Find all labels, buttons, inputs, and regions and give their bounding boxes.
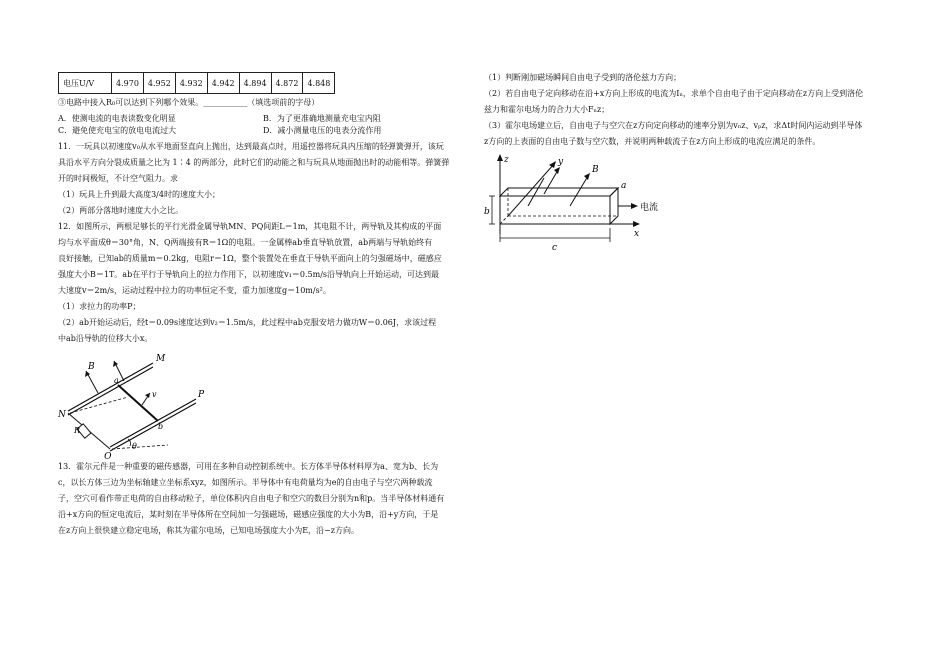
- problem-12-text-3: 良好接触，已知ab的质量m＝0.2kg，电阻r＝1Ω，整个装置处在垂直于导轨平面向上的匀强磁场中，磁感应: [58, 254, 442, 263]
- table-cell: 4.932: [175, 73, 207, 94]
- problem-11-question-2: （2）两部分落地时速度大小之比。: [58, 206, 184, 215]
- rail-diagram: [58, 349, 228, 459]
- label-B: B: [592, 165, 599, 175]
- problem-11-text-3: 开的时间极短，不计空气阻力。求: [58, 174, 178, 183]
- label-y: y: [558, 157, 564, 167]
- label-b: b: [484, 207, 490, 217]
- label-x: x: [634, 229, 640, 239]
- problem-13-text-3: 子，空穴可看作带正电荷的自由移动粒子，单位体积内自由电子和空穴的数目分别为n和p。当半导体材料通有: [58, 494, 445, 503]
- problem-12-question-2b: 中ab沿导轨的位移大小x。: [58, 334, 153, 343]
- problem-13-question-2b: 兹力和霍尔电场力的合力大小Fₙz；: [484, 105, 610, 114]
- label-N: N: [58, 410, 66, 420]
- left-column: [58, 72, 468, 541]
- problem-13-text-4: 沿+x方向的恒定电流后，某时刻在半导体所在空间加一匀强磁场，磁感应强度的大小为B，沿+y方向，于是: [58, 510, 439, 519]
- problem-12-text-5: 大速度v＝2m/s，运动过程中拉力的功率恒定不变，重力加速度g＝10m/s²。: [58, 286, 331, 295]
- problem-13-text-5: 在z方向上很快建立稳定电场，称其为霍尔电场，已知电场强度大小为E，沿−z方向。: [58, 526, 359, 535]
- label-B: B: [88, 362, 95, 372]
- problem-12-text-1: 12．如图所示，两根足够长的平行光滑金属导轨MN、PQ间距L＝1m，其电阻不计，两导轨及其构成的平面: [58, 222, 442, 231]
- label-c: c: [552, 243, 558, 253]
- problem-12-question-2a: （2）ab开始运动后，经t＝0.09s速度达到v₂＝1.5m/s，此过程中ab克服安培力做功W＝0.06J，求该过程: [58, 318, 437, 327]
- problem-12-question-1: （1）求拉力的功率P；: [58, 302, 141, 311]
- problem-11-text-2: 具沿水平方向分裂成质量之比为 1∶4 的两部分，此时它们的动能之和与玩具从地面抛出时的动能相等。弹簧弹: [58, 158, 450, 167]
- label-z: z: [504, 155, 509, 165]
- problem-13-question-1: （1）判断刚加磁场瞬间自由电子受到的洛伦兹力方向；: [484, 73, 682, 82]
- q3-options: [58, 113, 468, 137]
- table-cell: 4.970: [112, 73, 144, 94]
- label-R: R: [74, 426, 81, 435]
- problem-13-question-3a: （3）霍尔电场建立后，自由电子与空穴在z方向定向移动的速率分别为vₙz、vₚz，求Δt时间内运动到半导体: [484, 121, 863, 130]
- problem-12-text-2: 均与水平面成θ＝30°角，N、Q两端接有R＝1Ω的电阻。一金属棒ab垂直导轨放置，ab两端与导轨始终有: [58, 238, 433, 247]
- option-d: D．减小测量电压的电表分流作用: [263, 126, 382, 135]
- label-b: b: [158, 422, 164, 431]
- table-header-cell: 电压U/V: [59, 73, 112, 94]
- problem-13-question-3b: z方向的上表面的自由电子数与空穴数，并说明两种载流子在z方向上形成的电流应满足的条件。: [484, 137, 821, 146]
- right-column: [484, 72, 904, 254]
- label-current: 电流: [640, 203, 659, 213]
- option-a: A．使测电流的电表读数变化明显: [58, 114, 176, 123]
- table-cell: 4.872: [271, 73, 303, 94]
- label-M: M: [156, 354, 166, 364]
- table-row: [59, 73, 335, 94]
- label-a: a: [621, 181, 627, 191]
- label-Q: Q: [104, 452, 112, 459]
- problem-11-text-1: 11．一玩具以初速度v₀从水平地面竖直向上抛出，达到最高点时，用遥控器将玩具内压缩的轻弹簧弹开，该玩: [58, 142, 444, 151]
- table-cell: 4.952: [143, 73, 175, 94]
- problem-13-question-2a: （2）若自由电子定向移动在沿+x方向上形成的电流为Iₙ，求单个自由电子由于定向移动在z方向上受到洛伦: [484, 89, 864, 98]
- voltage-table: [58, 72, 335, 94]
- q3-prompt: ③电路中接入R₀可以达到下列哪个效果。___________（填选项前的字母）: [58, 98, 320, 107]
- table-cell: 4.942: [207, 73, 239, 94]
- problem-11-question-1: （1）玩具上升到最大高度3/4时的速度大小；: [58, 190, 220, 199]
- problem-13-text-2: c，以长方体三边为坐标轴建立坐标系xyz，如图所示。半导体中有电荷量均为e的自由电子与空穴两种载流: [58, 478, 433, 487]
- table-cell: 4.848: [303, 73, 335, 94]
- option-b: B．为了更准确地测量充电宝内阻: [263, 114, 381, 123]
- problem-12-text-4: 强度大小B＝1T。ab在平行于导轨向上的拉力作用下，以初速度v₁＝0.5m/s沿导轨向上开始运动，可达到最: [58, 270, 440, 279]
- option-c: C．避免使充电宝的放电电流过大: [58, 126, 177, 135]
- label-v: v: [152, 390, 157, 399]
- table-cell: 4.894: [239, 73, 271, 94]
- label-a: a: [114, 376, 119, 385]
- problem-13-text-1: 13．霍尔元件是一种重要的磁传感器，可用在多种自动控制系统中。长方体半导体材料厚为a、宽为b、长为: [58, 462, 439, 471]
- label-theta: θ: [132, 442, 137, 451]
- hall-element-diagram: [484, 154, 664, 254]
- label-P: P: [198, 390, 205, 400]
